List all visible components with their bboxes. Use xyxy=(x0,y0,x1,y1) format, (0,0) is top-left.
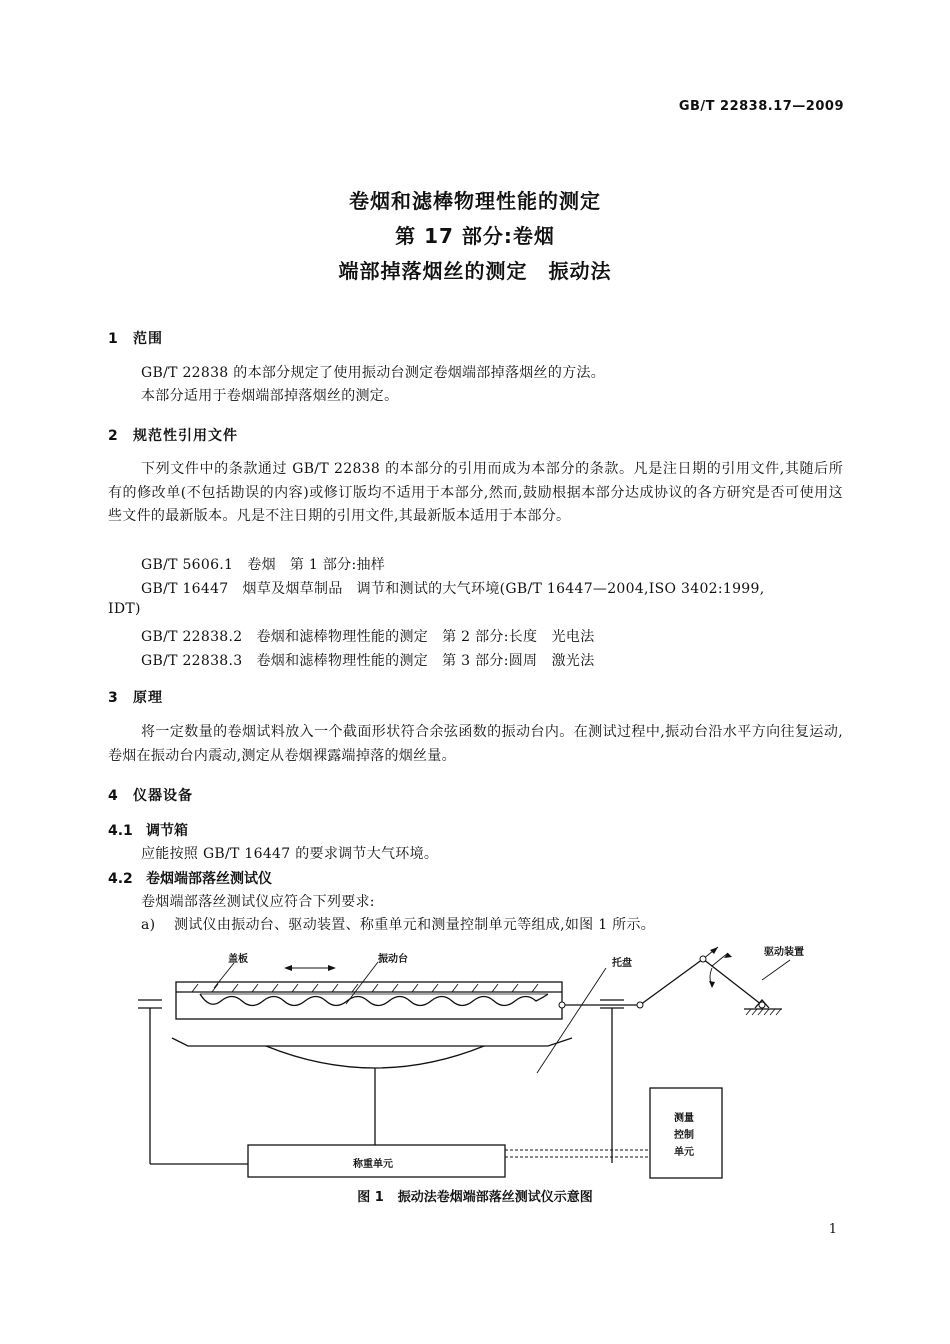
section-2-heading xyxy=(108,425,238,445)
ref-title: 卷烟和滤棒物理性能的测定 xyxy=(256,629,429,645)
scope-paragraph-2: 本部分适用于卷烟端部掉落烟丝的测定。 xyxy=(141,388,399,404)
ref-part: 第 3 部分:圆周 激光法 xyxy=(442,653,595,669)
label-weighing-unit: 称重单元 xyxy=(353,1159,393,1170)
section-title: 原理 xyxy=(133,690,163,706)
reference-continuation: IDT) xyxy=(108,601,141,617)
figure-number: 图 1 xyxy=(357,1190,384,1205)
subsection-4-1-heading xyxy=(108,820,188,840)
label-control-1: 测量 xyxy=(674,1113,694,1124)
tester-paragraph: 卷烟端部落丝测试仪应符合下列要求: xyxy=(141,894,375,910)
label-drive: 驱动装置 xyxy=(764,947,804,958)
section-number: 1 xyxy=(108,331,119,347)
list-marker: a) xyxy=(141,917,156,933)
ref-title: 烟草及烟草制品 xyxy=(242,581,343,597)
vibration-table-frame xyxy=(176,982,562,1019)
ref-code: GB/T 5606.1 xyxy=(141,557,234,573)
reference-item xyxy=(141,650,609,670)
section-title: 仪器设备 xyxy=(133,788,193,804)
reference-item xyxy=(141,554,399,574)
label-table: 振动台 xyxy=(378,954,408,965)
subsection-title: 调节箱 xyxy=(146,823,188,839)
label-tray: 托盘 xyxy=(612,958,632,969)
ref-part: 第 1 部分:抽样 xyxy=(289,557,386,573)
reference-item xyxy=(141,626,609,646)
doc-title-line1: 卷烟和滤棒物理性能的测定 xyxy=(349,189,601,213)
normative-refs-paragraph: 下列文件中的条款通过 GB/T 22838 的本部分的引用而成为本部分的条款。凡是注日期的引用文件,其随后所有的修改单(不包括勘误的内容)或修订版均不适用于本部分,然而,鼓励根据本部分达成协议的各方研究是否可使用这些文件的最新版本。凡是不注日期的引用文件,其最新版本适用于本部分。 xyxy=(108,461,843,524)
subsection-title: 卷烟端部落丝测试仪 xyxy=(146,871,272,887)
ref-title: 卷烟 xyxy=(247,557,276,573)
section-number: 4 xyxy=(108,788,119,804)
section-number: 2 xyxy=(108,428,119,444)
section-3-heading xyxy=(108,687,163,707)
scope-paragraph-1: GB/T 22838 的本部分规定了使用振动台测定卷烟端部掉落烟丝的方法。 xyxy=(141,365,606,381)
section-title: 范围 xyxy=(133,331,163,347)
standard-number: GB/T 22838.17—2009 xyxy=(678,99,844,114)
figure-caption-text: 振动法卷烟端部落丝测试仪示意图 xyxy=(397,1190,593,1205)
doc-title-line2: 第 17 部分:卷烟 xyxy=(395,224,555,248)
ref-code: GB/T 22838.3 xyxy=(141,653,243,669)
label-control-2: 控制 xyxy=(674,1130,694,1141)
section-title: 规范性引用文件 xyxy=(133,428,238,444)
ref-part: 调节和测试的大气环境(GB/T 16447—2004,ISO 3402:1999, xyxy=(356,581,765,597)
subsection-4-2-heading xyxy=(108,868,272,888)
ref-code: GB/T 22838.2 xyxy=(141,629,243,645)
subsection-number: 4.1 xyxy=(108,823,133,839)
section-1-heading xyxy=(108,328,163,348)
conditioning-paragraph: 应能按照 GB/T 16447 的要求调节大气环境。 xyxy=(141,846,439,862)
doc-title-line3: 端部掉落烟丝的测定 振动法 xyxy=(338,259,612,283)
figure-caption xyxy=(0,1186,950,1205)
figure-1-diagram xyxy=(0,935,950,1185)
ref-code: GB/T 16447 xyxy=(141,581,229,597)
section-number: 3 xyxy=(108,690,119,706)
list-item-a xyxy=(141,914,841,938)
section-4-heading xyxy=(108,785,193,805)
principle-paragraph: 将一定数量的卷烟试料放入一个截面形状符合余弦函数的振动台内。在测试过程中,振动台沿水平方向往复运动,卷烟在振动台内震动,测定从卷烟裸露端掉落的烟丝量。 xyxy=(108,724,843,764)
reference-item xyxy=(141,578,764,598)
list-text: 测试仪由振动台、驱动装置、称重单元和测量控制单元等组成,如图 1 所示。 xyxy=(174,917,656,933)
ref-part: 第 2 部分:长度 光电法 xyxy=(442,629,595,645)
tray xyxy=(172,1038,572,1046)
label-control-3: 单元 xyxy=(674,1147,694,1158)
cover-hatch xyxy=(192,984,538,992)
cosine-trough xyxy=(200,994,548,1006)
label-cover: 盖板 xyxy=(228,954,248,965)
page-number: 1 xyxy=(828,1222,837,1237)
subsection-number: 4.2 xyxy=(108,871,133,887)
ref-title: 卷烟和滤棒物理性能的测定 xyxy=(256,653,429,669)
